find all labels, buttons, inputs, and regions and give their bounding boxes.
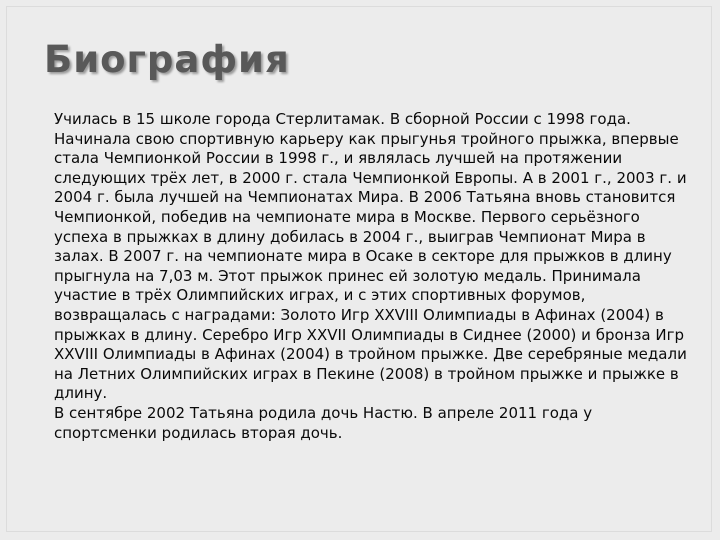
slide-title: Биография [44,38,290,81]
slide-body [54,110,694,443]
biography-paragraph-family: В сентябре 2002 Татьяна родила дочь Настю. В апреле 2011 года у спортсменки родилась вторая дочь. [54,403,593,442]
biography-paragraph-main: Училась в 15 школе города Стерлитамак. В сборной России с 1998 года. Начинала свою спортивную карьеру как прыгунья тройного прыжка, впервые стала Чемпионкой России в 1998 г., и являлась лучшей на протяжении следующих трёх лет, в 2000 г. стала Чемпионкой Европы. А в 2001 г., 2003 г. и 2004 г. была лучшей на Чемпионатах Мира. В 2006 Татьяна вновь становится Чемпионкой, победив на чемпионате мира в Москве. Первого серьёзного успеха в прыжках в длину добилась в 2004 г., выиграв Чемпионат Мира в залах. В 2007 г. на чемпионате мира в Осаке в секторе для прыжков в длину прыгнула на 7,03 м. Этот прыжок принес ей золотую медаль. Принимала участие в трёх Олимпийских играх, и с этих спортивных форумов, возвращалась с наградами: Золото Игр XXVIII Олимпиады в Афинах (2004) в прыжках в длину. Серебро Игр XXVII Олимпиады в Сиднее (2000) и бронза Игр XXVIII Олимпиады в Афинах (2004) в тройном прыжке. Две серебряные медали на Летних Олимпийских играх в Пекине (2008) в тройном прыжке и прыжке в длину. [54,110,687,403]
